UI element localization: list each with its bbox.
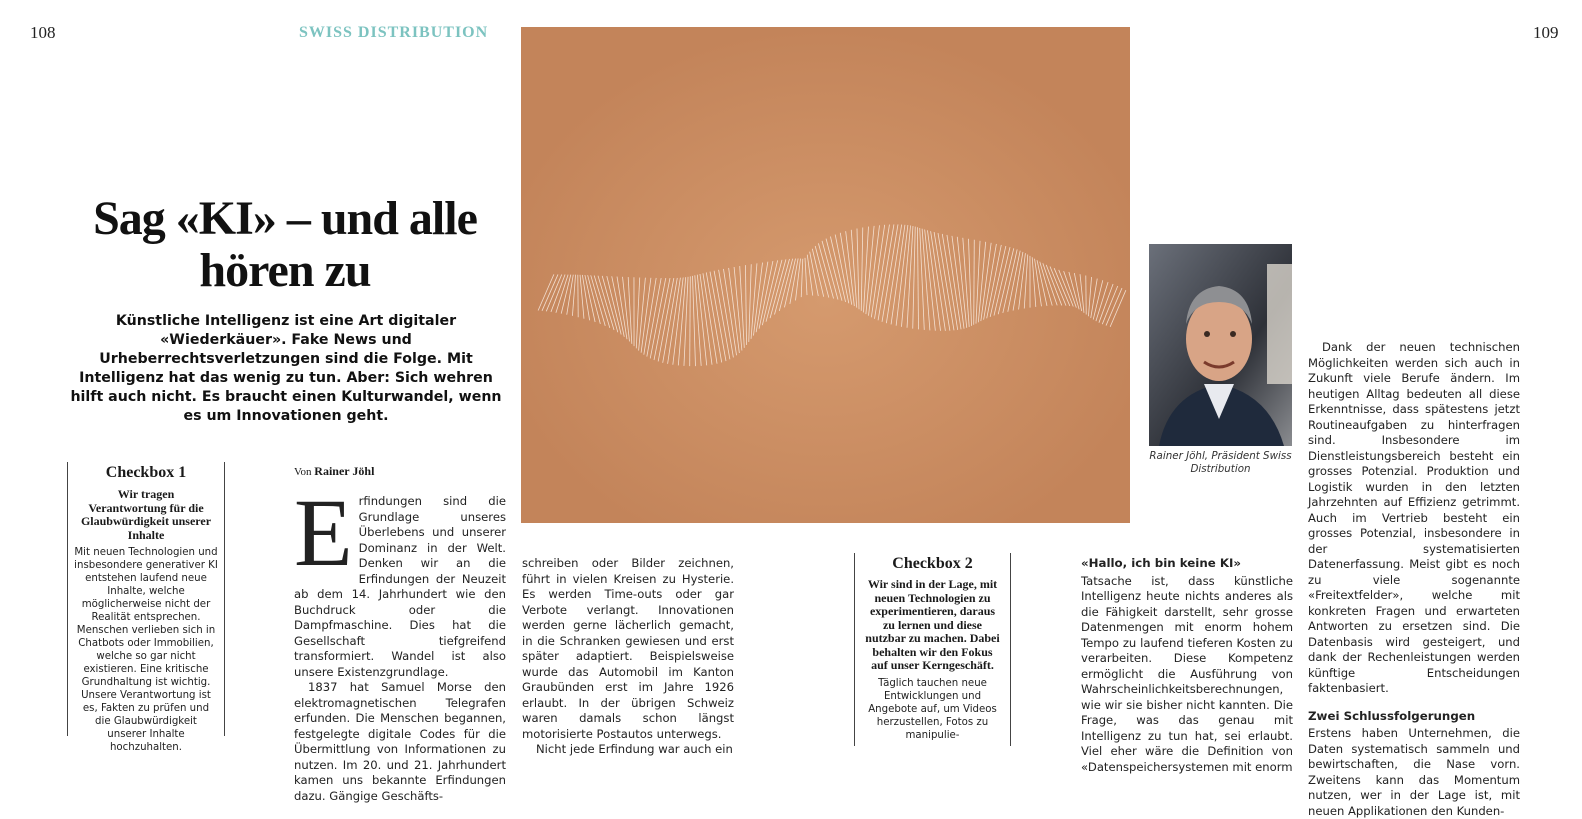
column-4-paragraph-2: Erstens haben Unternehmen, die Daten systematisch sammeln und bewirtschaften, die Nase vorn. Zweitens kann das Momentum nutzen, wer in der Lage ist, mit neuen Applikationen den Kunden- xyxy=(1308,726,1520,819)
checkbox-1 xyxy=(67,462,225,736)
lead-paragraph: Künstliche Intelligenz ist eine Art digitaler «Wiederkäuer». Fake News und Urheberrechtsverletzungen sind die Folge. Mit Intelligenz hat das wenig zu tun. Aber: Sich wehren hilft auch nicht. Es braucht einen Kulturwandel, wenn es um Innovationen geht. xyxy=(66,312,506,426)
hero-image xyxy=(521,27,1130,523)
checkbox-1-title: Checkbox 1 xyxy=(68,464,224,482)
byline-prefix: Von xyxy=(294,466,312,478)
portrait-photo xyxy=(1149,244,1292,446)
column-2-paragraph-1: schreiben oder Bilder zeichnen, führt in vielen Kreisen zu Hysterie. Es werden Time-outs oder gar Verbote verlangt. Innovationen werden gerne lächerlich gemacht, in die Schranken gewiesen und erst später adaptiert. Beispielsweise wurde das Automobil im Kanton Graubünden erst im Jahre 1926 erlaubt. In der übrigen Schweiz waren damals schon längst motorisierte Postautos unterwegs. xyxy=(522,556,734,742)
checkbox-1-subtitle: Wir tragen Verantwortung für die Glaubwürdigkeit unserer Inhalte xyxy=(68,488,224,542)
article-column-1 xyxy=(294,494,506,744)
column-2-paragraph-2: Nicht jede Erfindung war auch ein xyxy=(522,742,734,758)
column-4-paragraph-1: Dank der neuen technischen Möglichkeiten werden sich auch in Zukunft viele Berufe ändern. Im heutigen Alltag bedeuten all diese Erkenntnisse, dass spätestens jetzt Routineaufgaben zu hinterfragen sind. Insbesondere im Dienstleistungsbereich besteht ein grosses Potenzial. Produktion und Logistik wurden in den letzten Jahrzehnten auf Effizienz getrimmt. Auch im Vertrieb besteht ein grosses Potenzial, insbesondere in der systematisierten Datenerfassung. Meist gibt es noch zu viele sogenannte «Freitextfelder», welche mit konkreten Fragen und erwarteten Antworten zu ersetzen sind. Die Datenbasis wird gesteigert, und dank der Rechenleistungen werden künftige Entscheidungen faktenbasiert. xyxy=(1308,340,1520,697)
checkbox-2 xyxy=(854,553,1011,746)
page-number-left: 108 xyxy=(30,23,56,43)
headline-line-2: hören zu xyxy=(60,245,510,297)
section-title: SWISS DISTRIBUTION xyxy=(299,24,488,42)
wave-line xyxy=(974,240,975,325)
column-4-subhead: Zwei Schlussfolgerungen xyxy=(1308,709,1520,725)
column-3-subhead: «Hallo, ich bin keine KI» xyxy=(1081,556,1293,572)
dropcap: E xyxy=(294,498,353,574)
checkbox-2-subtitle: Wir sind in der Lage, mit neuen Technologien zu experimentieren, daraus zu lernen und diese nutzbar zu machen. Dabei behalten wir den Fokus auf unser Kerngeschäft. xyxy=(855,578,1010,673)
checkbox-2-text: Täglich tauchen neue Entwicklungen und Angebote auf, um Videos herzustellen, Fotos zu manipulie- xyxy=(855,677,1010,742)
headline xyxy=(60,193,510,297)
article-column-2 xyxy=(522,556,734,746)
byline-author: Rainer Jöhl xyxy=(314,464,374,478)
checkbox-1-text: Mit neuen Technologien und insbesondere generativer KI entstehen laufend neue Inhalte, welche möglicherweise nicht der Realität entsprechen. Menschen verlieben sich in Chatbots oder Immobilien, welche so gar nicht existieren. Eine kritische Grundhaltung ist wichtig. Unsere Verantwortung ist es, Fakten zu prüfen und die Glaubwürdigkeit unserer Inhalte hochzuhalten. xyxy=(68,546,224,754)
column-1-paragraph-2: 1837 hat Samuel Morse den elektromagnetischen Telegrafen erfunden. Die Menschen begannen, festgelegte digitale Codes für die Übermittlung von Informationen zu nutzen. Im 20. und 21. Jahrhundert kamen uns bekannte Erfindungen dazu. Gängige Geschäfts- xyxy=(294,680,506,804)
column-1-paragraph-1: rfindungen sind die Grundlage unseres Überlebens und unserer Dominanz in der Welt. Denken wir an die Erfindungen der Neuzeit ab dem 14. Jahrhundert wie den Buchdruck oder die Dampfmaschine. Dies hat die Gesellschaft tiefgreifend transformiert. Wandel ist also unsere Existenzgrundlage. xyxy=(294,494,506,679)
checkbox-2-title: Checkbox 2 xyxy=(855,555,1010,573)
portrait-graphic xyxy=(1149,244,1292,446)
portrait-caption: Rainer Jöhl, Präsident Swiss Distribution xyxy=(1148,450,1293,476)
sound-wave-graphic xyxy=(521,27,1130,523)
article-column-4 xyxy=(1308,340,1520,746)
headline-line-1: Sag «KI» – und alle xyxy=(60,193,510,245)
column-3-paragraph-1: Tatsache ist, dass künstliche Intelligenz heute nichts anderes als die Fähigkeit darstellt, sehr grosse Datenmengen mit enorm hohem Tempo zu laufend tieferen Kosten zu verarbeiten. Diese Kompetenz ermöglicht die Ausführung von Wahrscheinlichkeitsberechnungen, wie wir sie bisher nicht kannten. Die Frage, was das genau mit Intelligenz zu tun hat, sei erlaubt. Viel eher wäre die Definition von «Datenspeichersystemen mit enorm xyxy=(1081,574,1293,776)
article-column-3 xyxy=(1081,556,1293,746)
page-number-right: 109 xyxy=(1533,23,1559,43)
byline xyxy=(294,464,374,479)
